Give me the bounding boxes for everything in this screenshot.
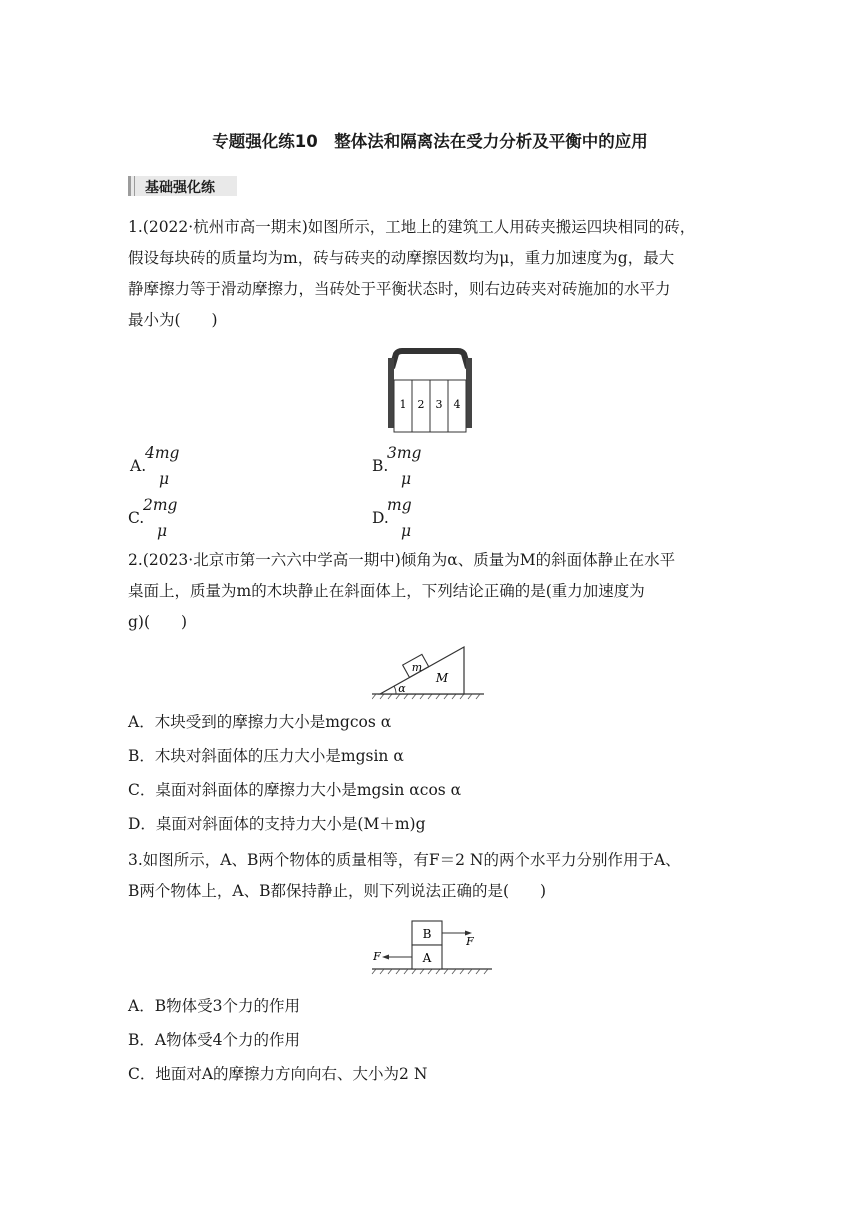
q2-option-d[interactable]: D．桌面对斜面体的支持力大小是(M＋m)g (128, 815, 426, 833)
q1-option-c-label: C. (128, 509, 145, 527)
label-M: M (435, 671, 449, 685)
brick-label-3: 3 (435, 398, 443, 411)
question-1-line-2: 假设每块砖的质量均为m，砖与砖夹的动摩擦因数均为μ，重力加速度为g，最大 (128, 249, 675, 267)
question-3-line-2: B两个物体上，A、B都保持静止，则下列说法正确的是( ) (128, 882, 547, 900)
section-tag (128, 176, 237, 196)
label-a: A (422, 951, 432, 965)
clamp-handle (392, 351, 468, 368)
question-1-line-1: 1.(2022·杭州市高一期末)如图所示，工地上的建筑工人用砖夹搬运四块相同的砖， (128, 218, 696, 236)
q3-option-c[interactable]: C．地面对A的摩擦力方向向右、大小为2 N (128, 1065, 428, 1083)
blocks-figure (368, 916, 496, 978)
page-title: 专题强化练10 整体法和隔离法在受力分析及平衡中的应用 (212, 132, 648, 151)
question-2-line-3: g)( ) (128, 613, 188, 631)
label-m: m (411, 661, 423, 674)
question-1-stem (128, 212, 738, 336)
ground-hatch (372, 694, 480, 699)
label-f-right: F (466, 935, 474, 948)
section-label: 基础强化练 (145, 180, 215, 196)
q2-option-b[interactable]: B．木块对斜面体的压力大小是mgsin α (128, 747, 404, 765)
q3-option-b[interactable]: B．A物体受4个力的作用 (128, 1031, 300, 1049)
label-b: B (422, 927, 432, 941)
q3-option-a[interactable]: A．B物体受3个力的作用 (128, 997, 300, 1015)
clamp-left-jaw (388, 358, 394, 428)
q1-option-b-numerator: 3mg (387, 444, 422, 462)
question-3-stem (128, 845, 738, 907)
q1-option-d-denominator: μ (401, 522, 412, 540)
q2-option-a[interactable]: A．木块受到的摩擦力大小是mgcos α (128, 713, 392, 731)
question-1-line-4: 最小为( ) (128, 311, 218, 329)
brick-clamp-figure (382, 348, 478, 434)
question-2-stem (128, 545, 738, 638)
clamp-right-jaw (466, 358, 472, 428)
label-alpha: α (398, 682, 406, 695)
q1-option-c-denominator: μ (157, 522, 168, 540)
q1-option-a-numerator: 4mg (145, 444, 180, 462)
brick-label-4: 4 (453, 398, 461, 411)
label-f-left: F (373, 950, 381, 963)
ground-hatch (372, 969, 488, 974)
force-arrowhead-left (382, 955, 389, 960)
question-2-line-2: 桌面上，质量为m的木块静止在斜面体上，下列结论正确的是(重力加速度为 (128, 582, 645, 600)
question-1-line-3: 静摩擦力等于滑动摩擦力，当砖处于平衡状态时，则右边砖夹对砖施加的水平力 (128, 280, 671, 298)
q1-option-c-numerator: 2mg (143, 496, 178, 514)
incline-figure (372, 644, 488, 702)
q1-option-a-denominator: μ (159, 470, 170, 488)
question-3-line-1: 3.如图所示，A、B两个物体的质量相等，有F＝2 N的两个水平力分别作用于A、 (128, 851, 681, 869)
q1-option-b-denominator: μ (401, 470, 412, 488)
q2-option-c[interactable]: C．桌面对斜面体的摩擦力大小是mgsin αcos α (128, 781, 462, 799)
q1-option-d-label: D. (372, 509, 389, 527)
question-2-line-1: 2.(2023·北京市第一六六中学高一期中)倾角为α、质量为M的斜面体静止在水平 (128, 551, 676, 569)
brick-label-1: 1 (399, 398, 407, 411)
q1-option-b-label: B. (372, 457, 389, 475)
q1-option-a-label: A. (130, 457, 147, 475)
q1-option-d-numerator: mg (387, 496, 412, 514)
brick-label-2: 2 (417, 398, 425, 411)
